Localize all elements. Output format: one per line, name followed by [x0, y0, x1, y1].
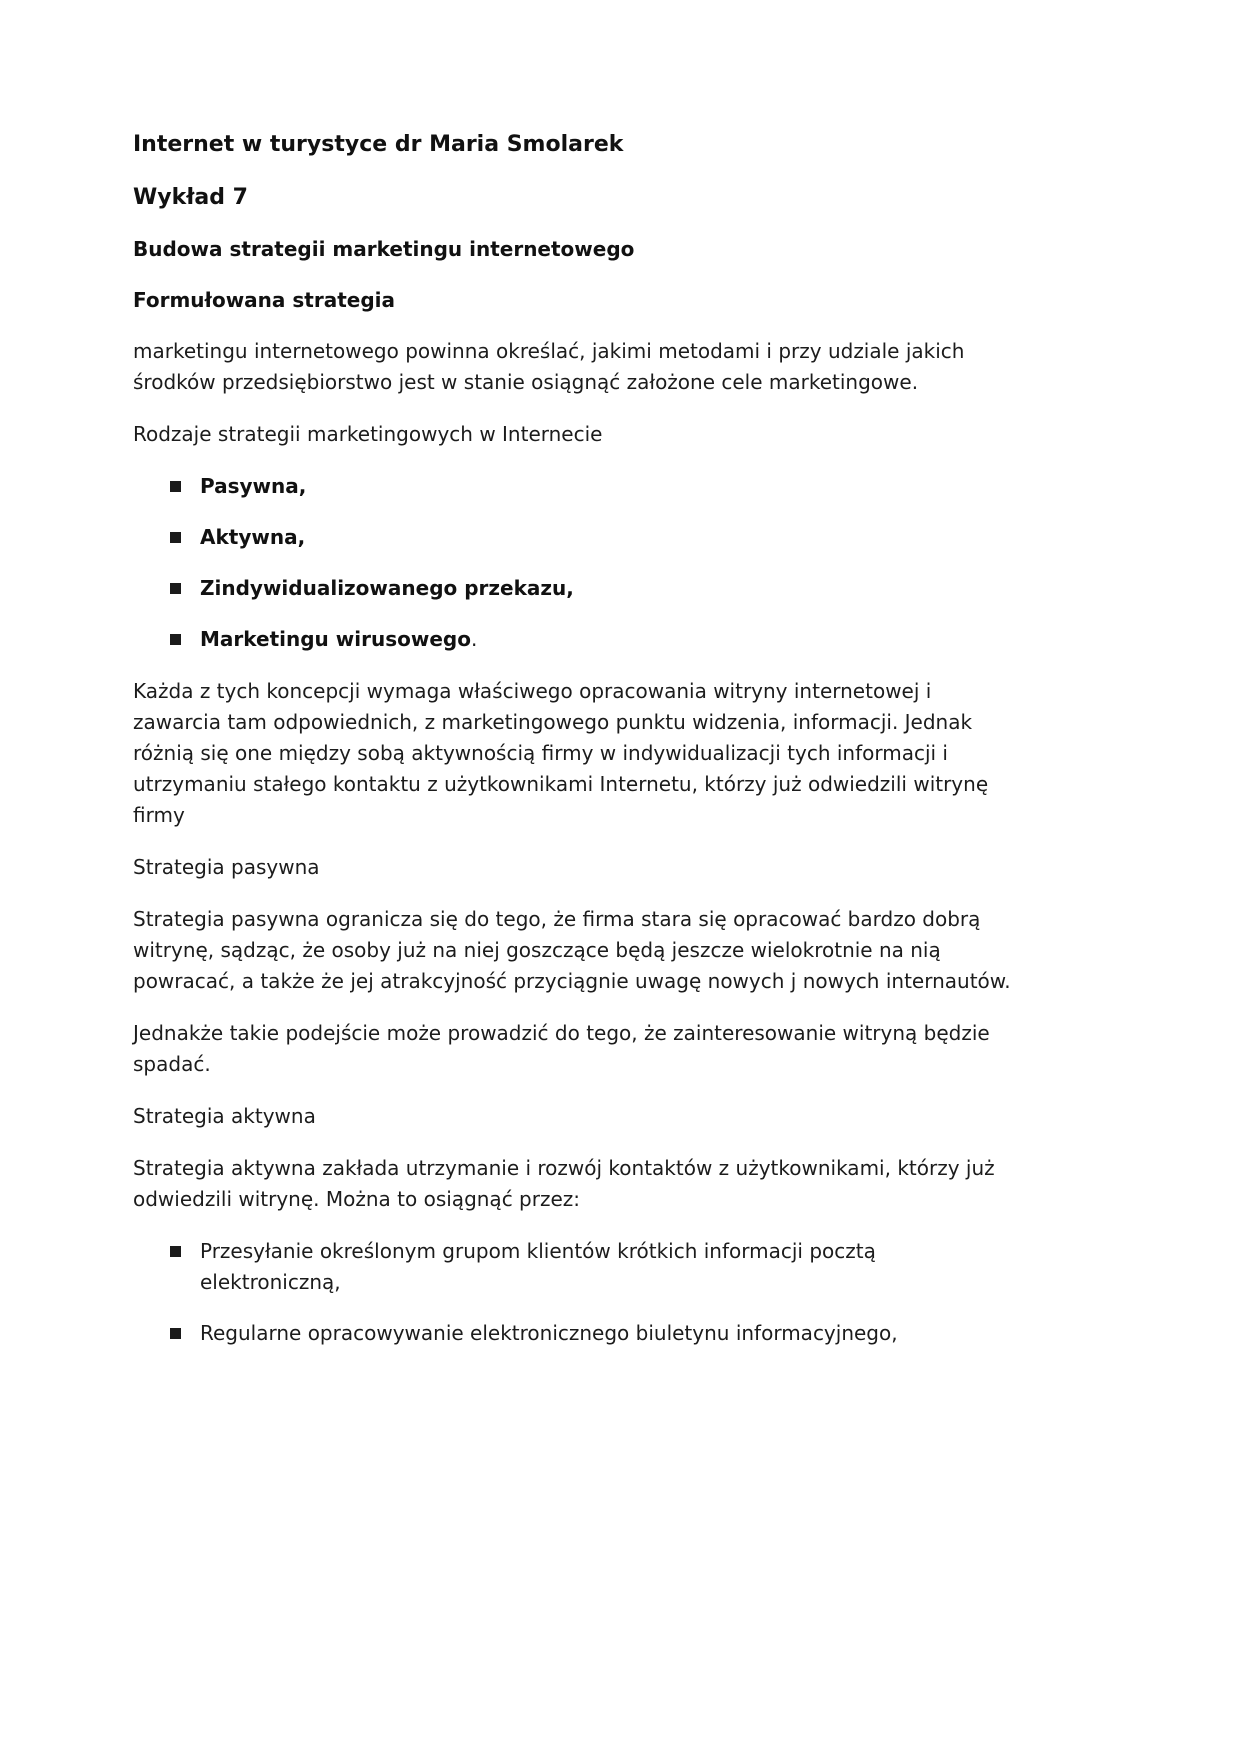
list-item-label: Przesyłanie określonym grupom klientów krótkich informacji pocztą elektroniczną, — [200, 1239, 876, 1294]
bullet-square-icon — [170, 634, 181, 645]
paragraph-concepts: Każda z tych koncepcji wymaga właściwego opracowania witryny internetowej i zawarcia tam odpowiednich, z marketingowego punktu widzenia, informacji. Jednak różnią się one między sobą aktywnością firmy w indywidualizacji tych informacji i utrzymaniu stałego kontaktu z użytkownikami Internetu, którzy już odwiedzili witrynę firmy — [133, 679, 989, 827]
list-item-label: Marketingu wirusowego. — [200, 627, 478, 651]
paragraph-active-body: Strategia aktywna zakłada utrzymanie i rozwój kontaktów z użytkownikami, którzy już odwiedzili witrynę. Można to osiągnąć przez: — [133, 1156, 995, 1211]
subsection-heading: Formułowana strategia — [133, 288, 395, 312]
list-item-email — [170, 1236, 1020, 1298]
lecture-heading: Wykład 7 — [133, 185, 248, 210]
list-item-passive — [170, 471, 1020, 502]
bullet-square-icon — [170, 583, 181, 594]
bullet-square-icon — [170, 1246, 181, 1257]
list-item-label: Aktywna, — [200, 525, 306, 549]
section-heading: Budowa strategii marketingu internetowego — [133, 237, 635, 261]
list-item-label: Zindywidualizowanego przekazu, — [200, 576, 574, 600]
list-item-label: Regularne opracowywanie elektronicznego biuletynu informacyjnego, — [200, 1321, 898, 1345]
paragraph-passive-heading: Strategia pasywna — [133, 855, 320, 879]
paragraph-strategy-definition: marketingu internetowego powinna określać, jakimi metodami i przy udziale jakich środków przedsiębiorstwo jest w stanie osiągnąć założone cele marketingowe. — [133, 339, 965, 394]
document-content — [133, 128, 1020, 1349]
document-title: Internet w turystyce dr Maria Smolarek — [133, 132, 624, 157]
paragraph-types-intro: Rodzaje strategii marketingowych w Internecie — [133, 422, 603, 446]
bullet-square-icon — [170, 481, 181, 492]
paragraph-passive-body: Strategia pasywna ogranicza się do tego, że firma stara się opracować bardzo dobrą witrynę, sądząc, że osoby już na niej goszczące będą jeszcze wielokrotnie na nią powracać, a także że jej atrakcyjność przyciągnie uwagę nowych j nowych internautów. — [133, 907, 1011, 993]
bullet-square-icon — [170, 1328, 181, 1339]
paragraph-passive-warning: Jednakże takie podejście może prowadzić do tego, że zainteresowanie witryną będzie spadać. — [133, 1021, 990, 1076]
list-item-individualized — [170, 573, 1020, 604]
list-item-newsletter — [170, 1318, 1020, 1349]
bullet-square-icon — [170, 532, 181, 543]
paragraph-active-heading: Strategia aktywna — [133, 1104, 316, 1128]
list-item-label: Pasywna, — [200, 474, 307, 498]
strategy-types-list — [133, 471, 1020, 655]
list-item-active — [170, 522, 1020, 553]
list-item-viral — [170, 624, 1020, 655]
active-methods-list — [133, 1236, 1020, 1349]
